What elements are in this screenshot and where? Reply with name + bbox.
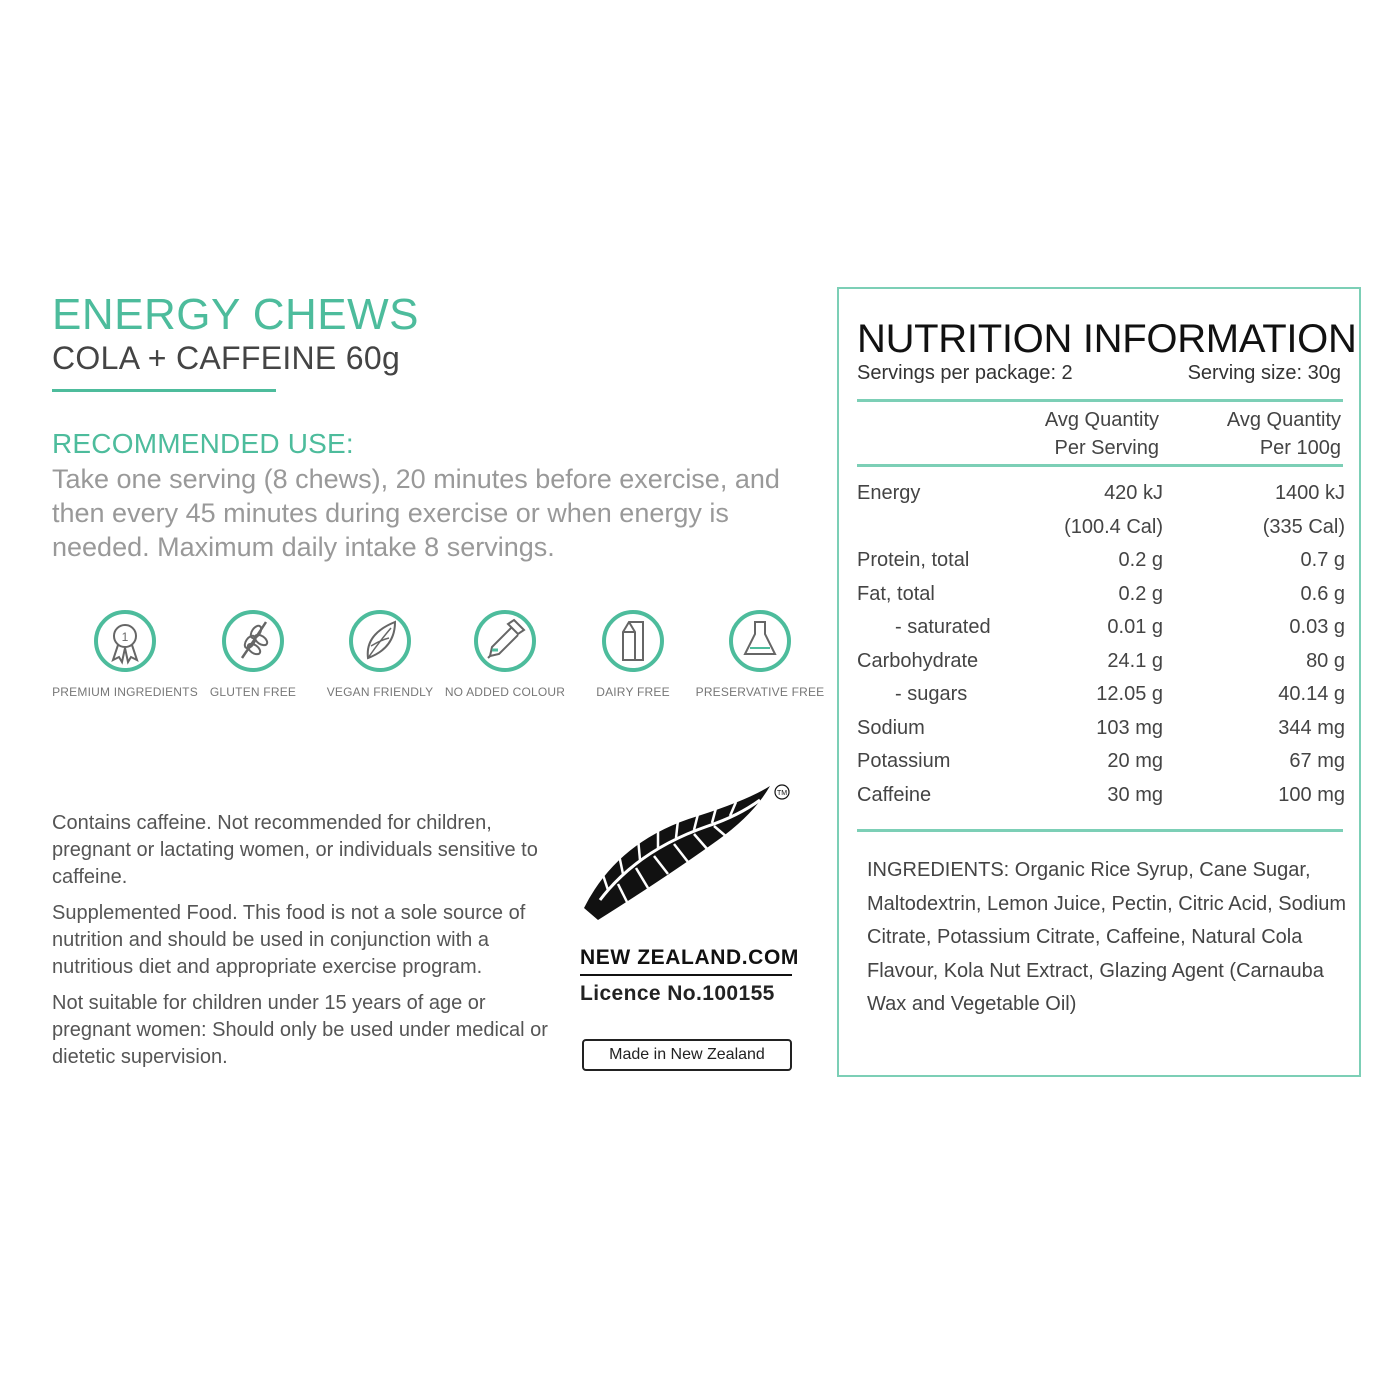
nutrition-row [857,545,1345,579]
value-per-serving: 24.1 g [1107,649,1163,672]
column-header-line: Avg Quantity [1044,409,1159,431]
product-subtitle: COLA + CAFFEINE 60g [52,340,401,376]
value-per-100g: 1400 kJ [1274,482,1345,504]
value-per-100g: 100 mg [1278,783,1345,806]
nutrition-row [857,512,1345,546]
recommended-use-text: Take one serving (8 chews), 20 minutes before exercise, and then every 45 minutes during exercise or when energy is needed. Maximum daily intake 8 servings. [52,464,780,562]
nutrition-divider-bottom [857,829,1343,832]
serving-size: Serving size: 30g [1187,362,1341,384]
ingredients-text: INGREDIENTS: Organic Rice Syrup, Cane Sugar, Maltodextrin, Lemon Juice, Pectin, Citric Acid, Sodium Citrate, Potassium Citrate, Caffeine, Natural Cola Flavour, Kola Nut Extract, Glazing Agent (Carnauba Wax and Vegetable Oil) [867,859,1347,1015]
value-per-serving: 12.05 g [1096,683,1163,705]
servings-per-package: Servings per package: 2 [857,362,1073,384]
svg-text:1: 1 [121,630,129,644]
dropper-icon [478,614,532,668]
nutrition-panel [837,287,1361,1077]
trademark-mark: TM [776,790,788,797]
nutrition-title: NUTRITION INFORMATION [857,317,1357,361]
nutrient-label: Potassium [857,750,951,772]
value-per-100g: (335 Cal) [1262,515,1345,538]
value-per-100g: 0.7 g [1300,549,1345,571]
wheat-icon [226,614,280,668]
badge-label: NO ADDED COLOUR [444,685,566,699]
nutrient-label: Fat, total [857,582,935,605]
nutrition-divider-header [857,464,1343,467]
value-per-serving: 0.01 g [1107,616,1163,638]
nutrition-row [857,780,1345,814]
value-per-100g: 80 g [1306,649,1345,672]
nutrient-label: Protein, total [857,549,970,571]
badge-label: DAIRY FREE [596,685,670,699]
nutrition-row [857,679,1345,713]
warning-caffeine: Contains caffeine. Not recommended for children, pregnant or lactating women, or individuals sensitive to caffeine. [52,812,538,888]
nutrition-divider-top [857,399,1343,402]
nutrient-label: Energy [857,482,921,504]
nutrient-label: - saturated [895,616,991,638]
warning-supplemented-food: Supplemented Food. This food is not a sole source of nutrition and should be used in conjunction with a nutritious diet and appropriate exercise program. [52,902,526,978]
nz-licence-number: Licence No.100155 [580,982,775,1005]
nutrition-row [857,746,1345,780]
nutrient-label: Carbohydrate [857,649,979,672]
column-header-line: Avg Quantity [1226,409,1341,431]
nutrient-label: Caffeine [857,783,932,806]
column-header-line: Per Serving [1054,437,1159,459]
value-per-100g: 40.14 g [1278,683,1345,705]
badge-label: PRESERVATIVE FREE [695,685,825,699]
made-in-badge: Made in New Zealand [582,1039,792,1071]
title-divider [52,389,276,392]
value-per-100g: 67 mg [1289,750,1345,772]
value-per-serving: 103 mg [1096,716,1163,739]
nz-divider [580,974,792,976]
feature-badges [50,610,825,710]
nutrient-label: Sodium [857,716,925,739]
medal-icon [98,614,152,668]
flask-icon [733,614,787,668]
column-header-per-100g [1227,406,1341,462]
value-per-100g: 344 mg [1278,716,1345,739]
value-per-100g: 0.03 g [1289,616,1345,638]
badge-preservative-free [685,610,835,699]
nutrition-row [857,646,1345,680]
badge-label: GLUTEN FREE [209,685,297,699]
nutrition-row [857,713,1345,747]
value-per-serving: 30 mg [1107,783,1163,806]
product-title: ENERGY CHEWS [52,290,420,339]
recommended-use-heading: RECOMMENDED USE: [52,428,354,459]
value-per-serving: 20 mg [1107,750,1163,772]
warning-not-suitable: Not suitable for children under 15 years of age or pregnant women: Should only be used under medical or dietetic supervision. [52,992,548,1068]
value-per-serving: (100.4 Cal) [1064,515,1163,538]
column-header-line: Per 100g [1259,437,1341,459]
nutrient-label: - sugars [895,683,968,705]
badge-label: VEGAN FRIENDLY [326,685,434,699]
leaf-icon [353,614,407,668]
nutrition-row [857,478,1345,512]
column-header-per-serving [1045,406,1159,462]
silver-fern-icon [578,780,798,935]
badge-label: PREMIUM INGREDIENTS [52,685,198,699]
nutrition-row [857,612,1345,646]
milk-carton-icon [606,614,660,668]
nz-site-name: NEW ZEALAND.COM [580,946,799,969]
value-per-serving: 420 kJ [1104,482,1163,504]
value-per-serving: 0.2 g [1118,549,1163,571]
nutrition-table [857,478,1345,813]
nutrition-row [857,579,1345,613]
value-per-100g: 0.6 g [1300,582,1345,605]
value-per-serving: 0.2 g [1118,582,1163,605]
